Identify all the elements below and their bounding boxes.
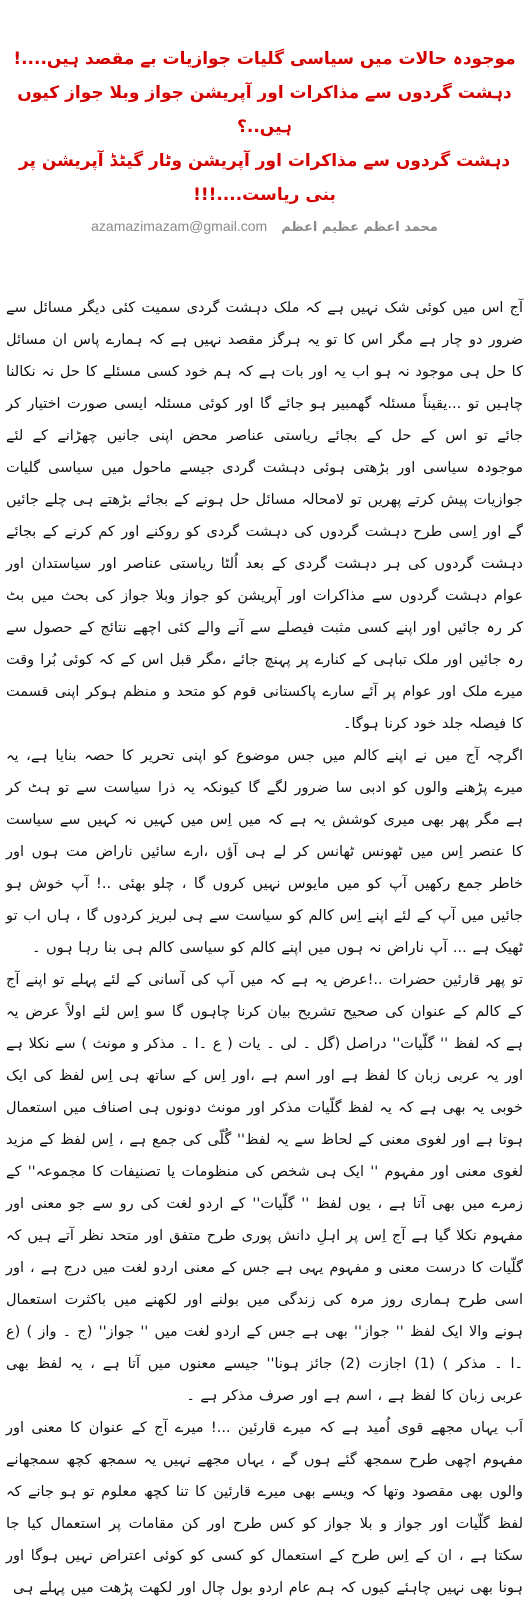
headline-1: موجودہ حالات میں سیاسی گلیات جوازیات بے مقصد ہیں....! (13, 49, 516, 69)
author-name: محمد اعظم عظیم اعظم (281, 220, 438, 235)
article-paragraph: تو پھر قارئین حضرات ..!عرض یہ ہے کہ میں آپ کی آسانی کے لئے پہلے تو اپنے آج کے کالم کے عنوان کی صحیح تشریح بیان کرنا چاہوں گا سو اِس لئے اولاً عرض یہ ہے کہ لفظ '' گلّیات'' دراصل (گل ۔ لی ۔ یات ( ع ۔ا ۔ مذکر و مونث ) سے نکلا ہے اور یہ عربی زبان کا لفظ ہے اور اسم ہے ،اور اِس کے ساتھ ہی اِس لفظ کی ایک خوبی یہ بھی ہے کہ یہ لفظ گلّیات مذکر اور مونث دونوں ہی اصناف میں استعمال ہوتا ہے اور لغوی معنی کے لحاظ سے یہ لفظ'' گُلّی کی جمع ہے ، اِس لفظ کے مزید لغوی معنی اور مفہوم '' ایک ہی شخص کی منظومات یا تصنیفات کا مجموعہ'' کے زمرے میں بھی آتا ہے ، یوں لفظ '' گلّیات'' کے اردو لغت کی رو سے جو معنی اور مفہوم نکلا گیا ہے آج اِس پر اہلِ دانش پوری طرح متفق اور متحد نظر آتے ہیں کہ گلّیات کا درست معنی و مفہوم یہی ہے جس کے معنی اردو لغت میں درج ہے ، اور اسی طرح ہماری روز مرہ کی زندگی میں بولنے اور لکھنے میں باکثرت استعمال ہونے والا ایک لفظ '' جواز'' بھی ہے جس کے اردو لغت میں '' جواز'' (ج ۔ واز ) (ع ۔ا ۔ مذکر ) (1) اجازت (2) جائز ہونا'' جیسے معنوں میں آتا ہے ، یہ لفظ بھی عربی زبان کا لفظ ہے ، اسم ہے اور صرف مذکر ہے ۔ (6, 972, 523, 1404)
author-email[interactable]: azamazimazam@gmail.com (91, 218, 268, 234)
article-paragraph: آج اس میں کوئی شک نہیں ہے کہ ملک دہشت گردی سمیت کئی دیگر مسائل سے ضرور دو چار ہے مگر اس کا تو یہ ہرگز مقصد نہیں ہے کہ ہمارے پاس ان مسائل کا حل ہی موجود نہ ہو اب یہ اور بات ہے کہ ہم خود کسی مسئلے کا حل نہ نکالنا چاہیں تو ...یقیناً مسئلہ گھمبیر ہو جائے گا اور کوئی مسئلہ ایسی صورت اختیار کر جائے تو اس کے حل کے بجائے ریاستی عناصر محض اپنی جانیں چھڑانے کے لئے موجودہ سیاسی اور بڑھتی ہوئی دہشت گردی جیسے ماحول میں سیاسی گلیات جوازیات پیش کرتے پھریں تو لامحالہ مسائل حل ہونے کے بجائے بڑھتے ہی چلے جائیں گے اور اِسی طرح دہشت گردوں کی دہشت گردی کو روکنے اور کم کرنے کے بجائے دہشت گردوں کی ہر دہشت گردی کے بعد اُلٹا ریاستی عناصر اور سیاستدان اور عوام دہشت گردوں سے مذاکرات اور آپریشن کو جواز وبلا جواز کی بحث میں بٹ کر رہ جائیں اور اپنے کسی مثبت فیصلے سے آنے والے کئی اچھے نتائج کے حصول سے رہ جائیں اور ملک تباہی کے کنارے پر پہنچ جائے ،مگر قبل اس کے کہ کوئی بُرا وقت میرے ملک اور عوام پر آئے سارے پاکستانی قوم کو متحد و منظم ہوکر اپنی قسمت کا فیصلہ جلد خود کرنا ہوگا۔ (6, 300, 523, 732)
article-header (4, 42, 525, 244)
byline (4, 218, 525, 244)
article-body (4, 292, 525, 1604)
article-paragraph: اگرچہ آج میں نے اپنے کالم میں جس موضوع کو اپنی تحریر کا حصہ بنایا ہے، یہ میرے پڑھنے والوں کو ادبی سا ضرور لگے گا کیونکہ یہ ذرا سیاست سے تو ہٹ کر ہے مگر پھر بھی میری کوشش یہ ہے کہ میں اِس میں کہیں نہ کہیں سے سیاست کا عنصر اِس میں ٹھونس ٹھانس کر لے ہی آؤں ،ارے سائیں ناراض مت ہوں اور خاطر جمع رکھیں آپ کو میں مایوس نہیں کروں گا ، چلو بھئی ..! آپ خوش ہو جائیں میں آپ کے لئے اپنے اِس کالم کو سیاست سے ہی لبریز کردوں گا ، ہاں اب تو ٹھیک ہے ... آپ ناراض نہ ہوں میں اپنے کالم کو سیاسی کالم ہی بنا رہا ہوں ۔ (6, 748, 523, 956)
article-paragraph: اَب یہاں مجھے قوی اُمید ہے کہ میرے قارئین ...! میرے آج کے عنوان کا معنی اور مفہوم اچھی طرح سمجھ گئے ہوں گے ، یہاں مجھے نہیں یہ سمجھ کچھ سمجھانے والوں بھی مقصود وتھا کہ ویسے بھی میرے قارئین کا تنا کچھ معلوم تو ہو جانے کہ لفظ گلّیات اور جواز و بلا جواز کو کس طرح اور کن مقامات پر استعمال کیا جا سکتا ہے ، ان کے اِس طرح کے استعمال کو کسی کو کوئی اعتراض نہیں ہوگا اور ہونا بھی نہیں چاہئے کیوں کہ ہم عام اردو بول چال اور لکھت پڑھت میں پہلے ہی (6, 1420, 523, 1596)
headline-3: دہشت گردوں سے مذاکرات اور آپریشن وٹار گیٹڈ آپریشن پر بنی ریاست....!!! (18, 151, 511, 205)
headline-2: دہشت گردوں سے مذاکرات اور آپریشن جواز وبلا جواز کیوں ہیں..؟ (17, 83, 512, 137)
